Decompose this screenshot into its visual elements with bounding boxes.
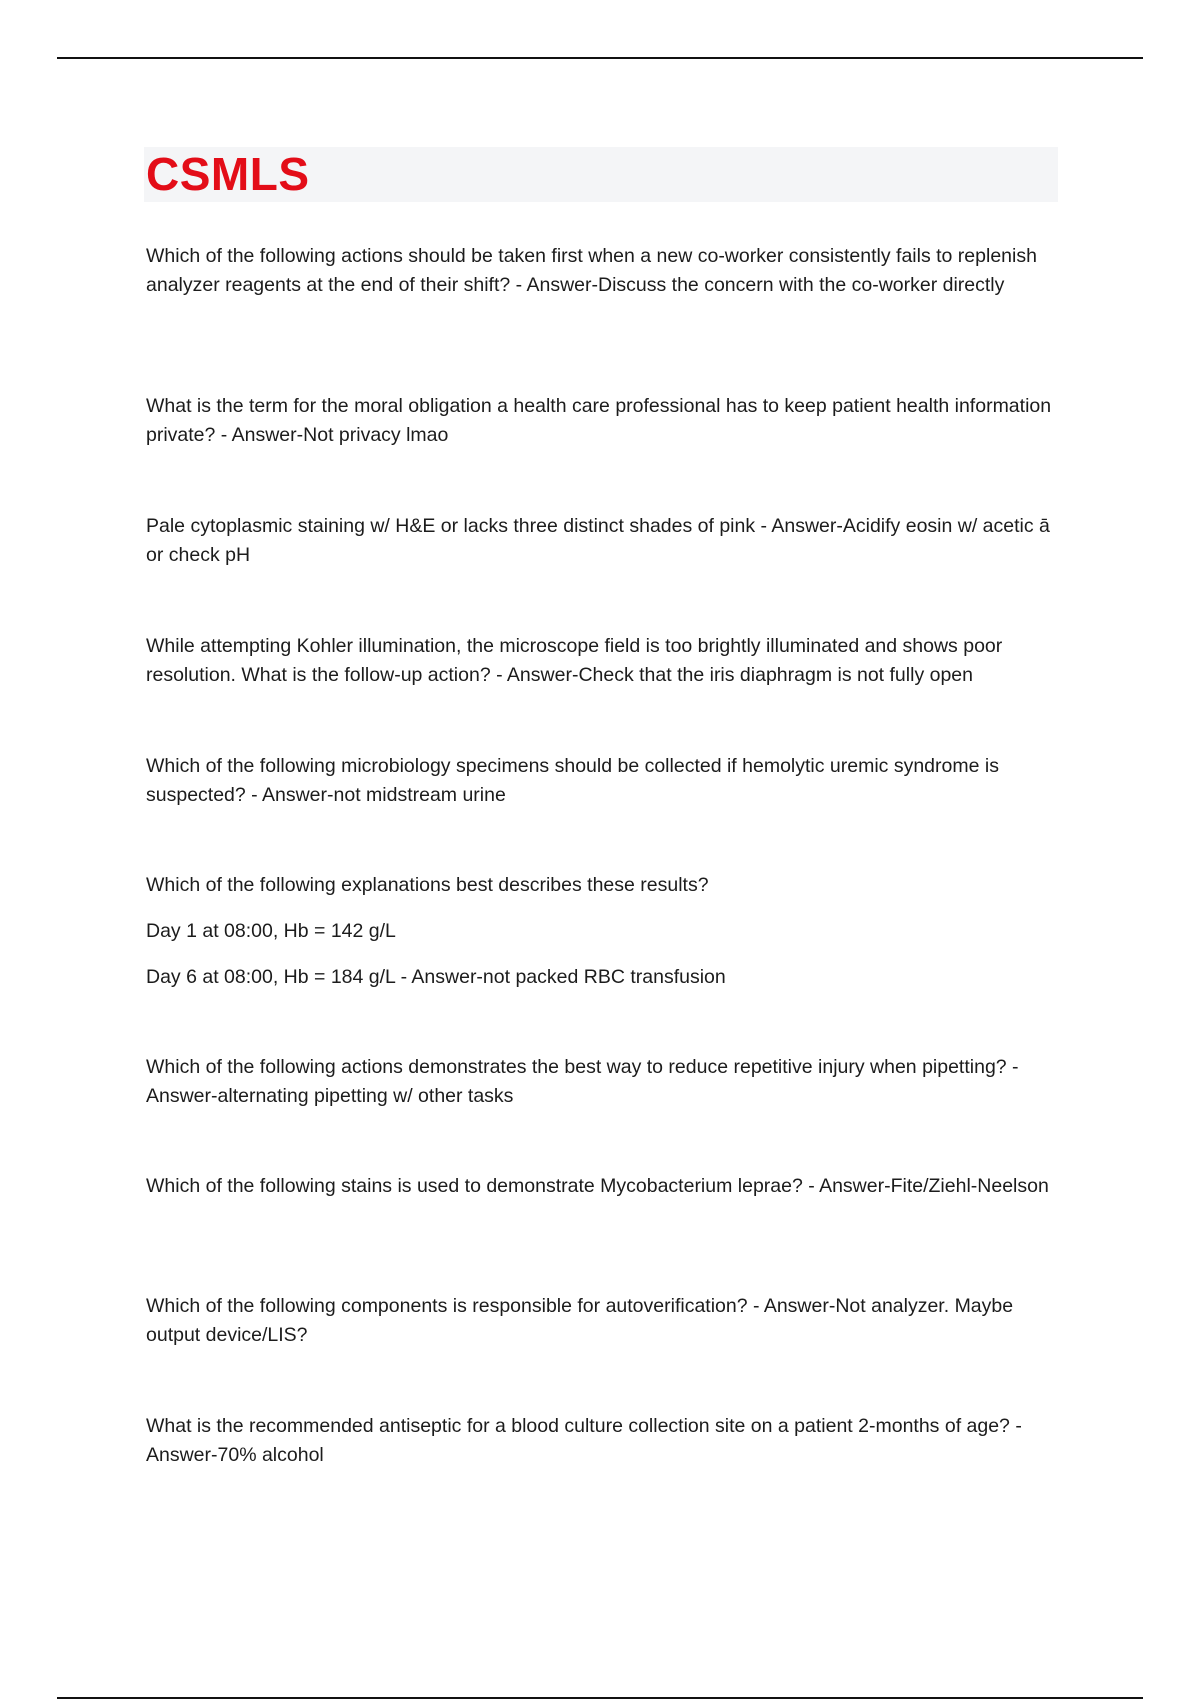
top-rule <box>57 57 1143 59</box>
qa-item-text: Which of the following stains is used to demonstrate Mycobacterium leprae? - Answer-Fite/Ziehl-Neelson <box>146 1175 1049 1197</box>
qa-item-text: What is the recommended antiseptic for a blood culture collection site on a patient 2-months of age? - Answer-70% alcohol <box>146 1415 1022 1466</box>
bottom-rule <box>57 1697 1143 1699</box>
title-banner <box>144 147 1058 202</box>
qa-item-line: Day 6 at 08:00, Hb = 184 g/L - Answer-not packed RBC transfusion <box>146 966 726 988</box>
qa-item-line: Day 1 at 08:00, Hb = 142 g/L <box>146 920 396 942</box>
qa-item-text: What is the term for the moral obligation a health care professional has to keep patient health information private? - Answer-Not privacy lmao <box>146 395 1052 446</box>
qa-item <box>146 512 1061 570</box>
qa-item-text: While attempting Kohler illumination, the microscope field is too brightly illuminated and shows poor resolution. What is the follow-up action? - Answer-Check that the iris diaphragm is not fully open <box>146 635 1003 686</box>
qa-item <box>146 871 1061 992</box>
qa-item-text: Which of the following explanations best describes these results? <box>146 874 709 896</box>
qa-item <box>146 752 1061 810</box>
qa-item <box>146 1053 1061 1111</box>
qa-item-text: Which of the following actions should be taken first when a new co-worker consistently fails to replenish analyzer reagents at the end of their shift? - Answer-Discuss the concern with the co-worker directly <box>146 245 1037 296</box>
qa-item-text: Pale cytoplasmic staining w/ H&E or lacks three distinct shades of pink - Answer-Acidify eosin w/ acetic ā or check pH <box>146 515 1050 566</box>
qa-item-text: Which of the following components is responsible for autoverification? - Answer-Not analyzer. Maybe output device/LIS? <box>146 1295 1014 1346</box>
qa-item <box>146 1172 1061 1201</box>
document-title: CSMLS <box>146 148 310 200</box>
qa-item <box>146 632 1061 690</box>
qa-item <box>146 242 1061 300</box>
qa-item-text: Which of the following microbiology specimens should be collected if hemolytic uremic syndrome is suspected? - Answer-not midstream urine <box>146 755 999 806</box>
qa-item <box>146 392 1061 450</box>
qa-item-text: Which of the following actions demonstrates the best way to reduce repetitive injury when pipetting? - Answer-alternating pipetting w/ other tasks <box>146 1056 1019 1107</box>
qa-item <box>146 1292 1061 1350</box>
qa-item <box>146 1412 1061 1470</box>
